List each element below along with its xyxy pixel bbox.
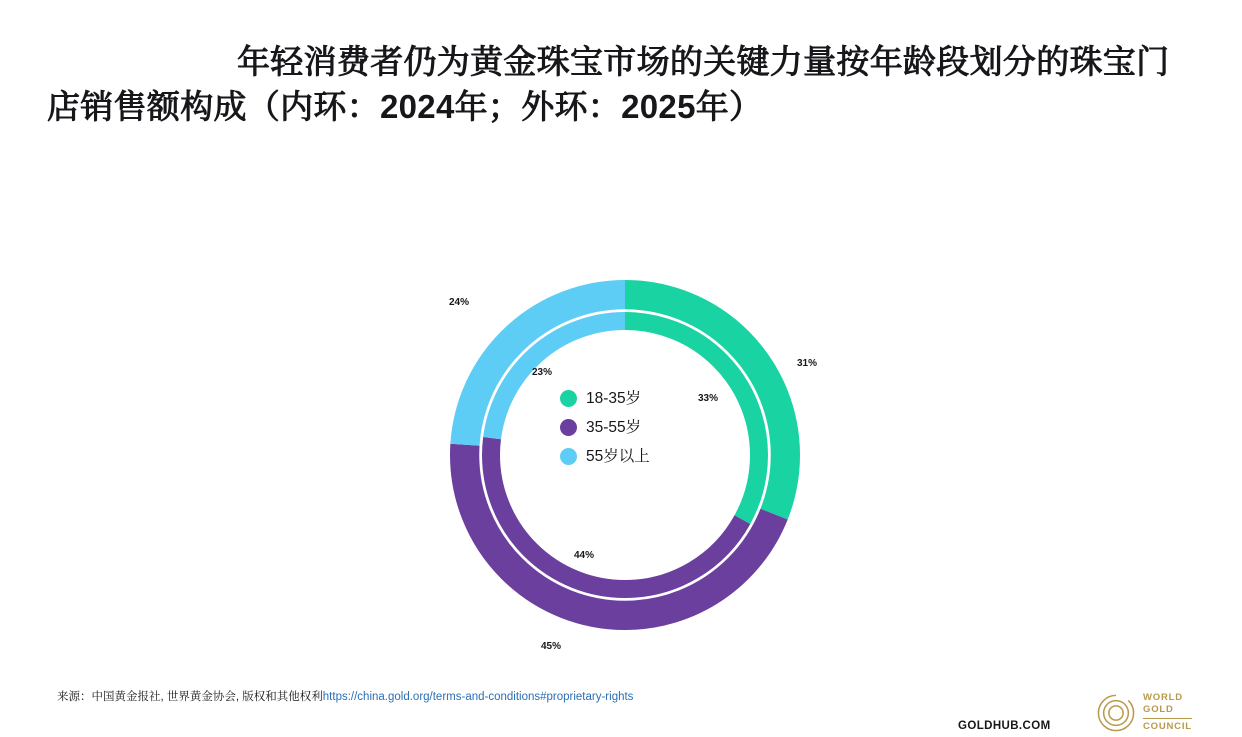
label-inner-18-35: 33% [698,393,719,404]
legend-item-35-55[interactable] [560,419,730,436]
legend-label: 55岁以上 [586,447,650,465]
donut-chart [360,245,880,665]
page-title: 年轻消费者仍为黄金珠宝市场的关键力量按年龄段划分的珠宝门店销售额构成（内环：2024年；外环：2025年） [47,43,1170,125]
legend-label: 18-35岁 [586,389,642,407]
label-outer-18-35: 31% [797,358,818,369]
wgc-line-2: GOLD [1143,704,1174,716]
wgc-wordmark [1143,692,1192,733]
legend-item-55-plus[interactable] [560,448,730,465]
label-outer-35-55: 45% [541,641,562,652]
source-prefix: 来源：中国黄金报社, 世界黄金协会, 版权和其他权利 [57,691,323,703]
legend-swatch-icon [560,419,577,436]
source-note [57,688,633,704]
legend-swatch-icon [560,390,577,407]
wgc-line-3: COUNCIL [1143,718,1192,733]
legend-label: 35-55岁 [586,418,642,436]
legend-swatch-icon [560,448,577,465]
source-link[interactable]: https://china.gold.org/terms-and-conditions#proprietary-rights [322,691,634,703]
wgc-line-1: WORLD [1143,692,1183,703]
legend-item-18-35[interactable] [560,390,730,407]
label-outer-55-plus: 24% [449,297,470,308]
world-gold-council-logo [1097,692,1192,733]
wgc-mark-icon [1097,694,1135,732]
goldhub-label[interactable]: GOLDHUB.COM [958,720,1051,732]
label-inner-35-55: 44% [574,550,595,561]
chart-legend [560,390,730,477]
label-inner-55-plus: 23% [532,367,553,378]
